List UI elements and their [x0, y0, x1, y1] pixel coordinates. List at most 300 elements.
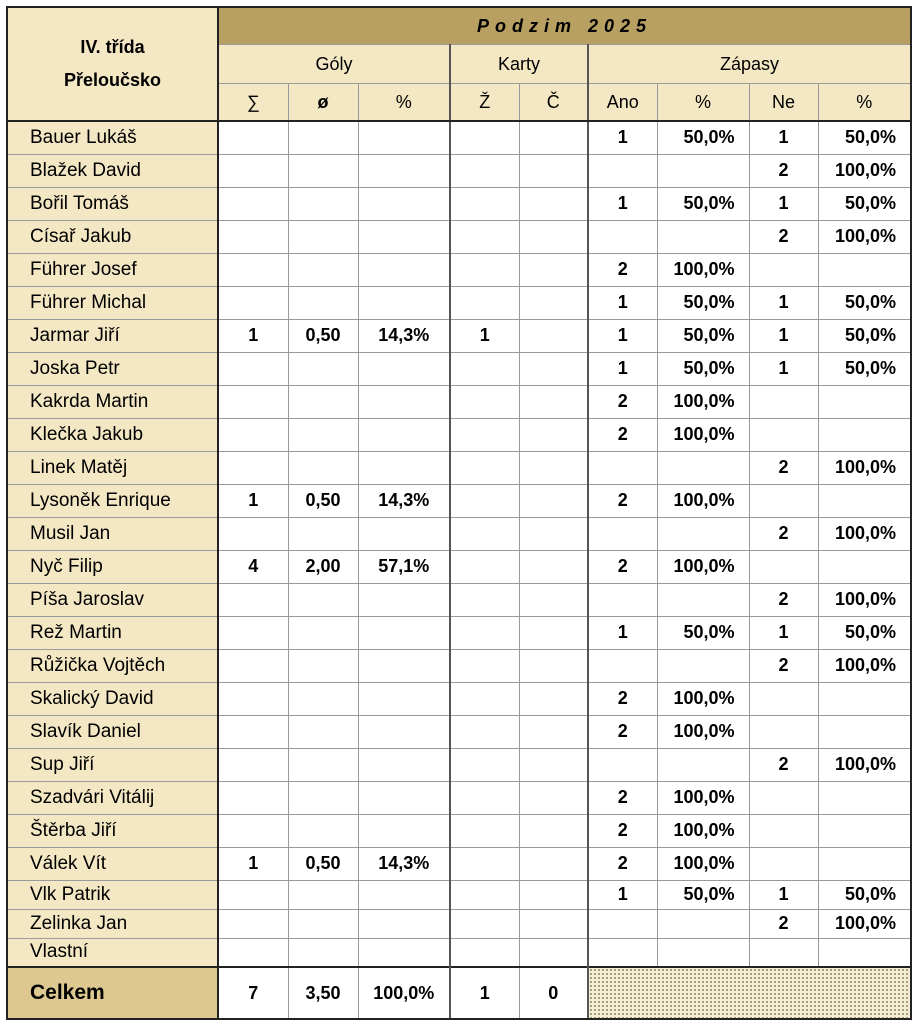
- table-row: [7, 187, 911, 220]
- player-yellow-cards: [450, 187, 519, 220]
- player-matches-no: [749, 938, 818, 967]
- player-rows: [7, 121, 911, 967]
- yellow-cards-header: Ž: [450, 84, 519, 122]
- player-matches-yes-pct: [657, 220, 749, 253]
- player-yellow-cards: [450, 418, 519, 451]
- player-matches-no-pct: 50,0%: [818, 616, 911, 649]
- player-goals: [218, 583, 288, 616]
- player-goals: [218, 715, 288, 748]
- player-goals: [218, 682, 288, 715]
- player-red-cards: [519, 154, 588, 187]
- player-goals-pct: [358, 781, 450, 814]
- goals-avg-header: ø: [288, 84, 358, 122]
- player-matches-yes: 1: [588, 880, 657, 909]
- player-red-cards: [519, 748, 588, 781]
- table-row: [7, 649, 911, 682]
- player-matches-no: 1: [749, 880, 818, 909]
- player-goals: [218, 880, 288, 909]
- player-matches-no-pct: 100,0%: [818, 583, 911, 616]
- player-stats-table: [6, 6, 912, 1020]
- player-goals-avg: [288, 938, 358, 967]
- player-goals-avg: [288, 418, 358, 451]
- player-goals: [218, 154, 288, 187]
- player-matches-yes: 2: [588, 253, 657, 286]
- player-yellow-cards: [450, 253, 519, 286]
- player-yellow-cards: [450, 715, 519, 748]
- player-name: Lysoněk Enrique: [7, 484, 218, 517]
- player-goals-pct: [358, 121, 450, 154]
- player-name: Musil Jan: [7, 517, 218, 550]
- player-matches-no: 2: [749, 154, 818, 187]
- player-matches-yes-pct: [657, 649, 749, 682]
- player-matches-yes: 2: [588, 814, 657, 847]
- player-name: Skalický David: [7, 682, 218, 715]
- player-matches-no-pct: [818, 938, 911, 967]
- player-yellow-cards: [450, 781, 519, 814]
- total-goals-avg: 3,50: [288, 967, 358, 1019]
- player-yellow-cards: [450, 484, 519, 517]
- player-matches-no-pct: [818, 550, 911, 583]
- player-matches-yes-pct: [657, 938, 749, 967]
- goals-group-header: Góly: [218, 45, 450, 84]
- player-red-cards: [519, 484, 588, 517]
- player-matches-no-pct: [818, 418, 911, 451]
- player-matches-no: 1: [749, 352, 818, 385]
- table-row: [7, 550, 911, 583]
- player-matches-yes-pct: 50,0%: [657, 187, 749, 220]
- table-row: [7, 909, 911, 938]
- player-goals-pct: [358, 880, 450, 909]
- player-matches-yes-pct: 100,0%: [657, 847, 749, 880]
- player-goals: 4: [218, 550, 288, 583]
- player-goals: [218, 781, 288, 814]
- player-matches-yes-pct: 100,0%: [657, 682, 749, 715]
- matches-yes-header: Ano: [588, 84, 657, 122]
- player-yellow-cards: [450, 451, 519, 484]
- player-matches-no-pct: 50,0%: [818, 187, 911, 220]
- player-matches-yes-pct: 100,0%: [657, 814, 749, 847]
- player-matches-yes-pct: [657, 748, 749, 781]
- player-matches-yes: [588, 649, 657, 682]
- table-row: [7, 319, 911, 352]
- player-goals-avg: [288, 682, 358, 715]
- player-goals-pct: [358, 616, 450, 649]
- player-goals-avg: [288, 286, 358, 319]
- player-red-cards: [519, 253, 588, 286]
- player-name: Císař Jakub: [7, 220, 218, 253]
- player-matches-yes: 2: [588, 715, 657, 748]
- player-yellow-cards: [450, 154, 519, 187]
- player-red-cards: [519, 352, 588, 385]
- player-matches-no-pct: 100,0%: [818, 451, 911, 484]
- table-row: [7, 352, 911, 385]
- player-goals-pct: [358, 220, 450, 253]
- player-matches-no: [749, 682, 818, 715]
- player-matches-no-pct: [818, 385, 911, 418]
- player-red-cards: [519, 220, 588, 253]
- player-matches-no-pct: [818, 715, 911, 748]
- player-goals-pct: [358, 649, 450, 682]
- player-matches-no: [749, 484, 818, 517]
- player-matches-no-pct: [818, 253, 911, 286]
- player-matches-no: [749, 781, 818, 814]
- table-row: [7, 847, 911, 880]
- player-matches-no: [749, 418, 818, 451]
- player-goals-avg: [288, 715, 358, 748]
- player-goals-avg: [288, 880, 358, 909]
- player-goals-avg: [288, 385, 358, 418]
- player-goals-pct: [358, 187, 450, 220]
- table-row: [7, 451, 911, 484]
- player-name: Blažek David: [7, 154, 218, 187]
- player-matches-no-pct: 100,0%: [818, 909, 911, 938]
- player-yellow-cards: [450, 880, 519, 909]
- table-row: [7, 715, 911, 748]
- player-goals-pct: [358, 451, 450, 484]
- player-yellow-cards: [450, 616, 519, 649]
- player-matches-no: [749, 253, 818, 286]
- total-goals: 7: [218, 967, 288, 1019]
- player-matches-yes: [588, 748, 657, 781]
- player-yellow-cards: [450, 385, 519, 418]
- player-goals-pct: 14,3%: [358, 847, 450, 880]
- player-matches-yes: 2: [588, 484, 657, 517]
- player-goals-avg: 0,50: [288, 319, 358, 352]
- player-matches-no-pct: 50,0%: [818, 880, 911, 909]
- matches-no-pct-header: %: [818, 84, 911, 122]
- player-yellow-cards: [450, 649, 519, 682]
- cards-group-header: Karty: [450, 45, 588, 84]
- player-matches-yes: [588, 154, 657, 187]
- player-matches-no: 1: [749, 286, 818, 319]
- player-matches-yes-pct: 50,0%: [657, 286, 749, 319]
- table-row: [7, 253, 911, 286]
- player-name: Bořil Tomáš: [7, 187, 218, 220]
- player-goals: [218, 286, 288, 319]
- player-red-cards: [519, 550, 588, 583]
- player-goals-pct: [358, 154, 450, 187]
- player-goals-avg: [288, 616, 358, 649]
- player-matches-yes: 1: [588, 319, 657, 352]
- player-matches-yes-pct: [657, 154, 749, 187]
- player-yellow-cards: [450, 352, 519, 385]
- player-goals-avg: [288, 781, 358, 814]
- red-cards-header: Č: [519, 84, 588, 122]
- player-matches-yes-pct: 100,0%: [657, 418, 749, 451]
- player-red-cards: [519, 319, 588, 352]
- table-row: [7, 220, 911, 253]
- player-goals-pct: [358, 814, 450, 847]
- player-matches-yes: 2: [588, 847, 657, 880]
- player-name: Rež Martin: [7, 616, 218, 649]
- player-matches-yes: [588, 583, 657, 616]
- player-matches-yes-pct: 100,0%: [657, 781, 749, 814]
- player-matches-yes: 1: [588, 352, 657, 385]
- player-goals: [218, 352, 288, 385]
- table-row: [7, 682, 911, 715]
- player-matches-yes-pct: 50,0%: [657, 319, 749, 352]
- table-row: [7, 121, 911, 154]
- player-goals: 1: [218, 484, 288, 517]
- player-red-cards: [519, 517, 588, 550]
- player-name: Szadvári Vitálij: [7, 781, 218, 814]
- player-goals-pct: 14,3%: [358, 319, 450, 352]
- player-yellow-cards: [450, 286, 519, 319]
- player-red-cards: [519, 286, 588, 319]
- goals-sum-header: ∑: [218, 84, 288, 122]
- player-goals-pct: 57,1%: [358, 550, 450, 583]
- table-row: [7, 583, 911, 616]
- matches-yes-pct-header: %: [657, 84, 749, 122]
- player-yellow-cards: [450, 517, 519, 550]
- total-goals-pct: 100,0%: [358, 967, 450, 1019]
- team-title-line2: Přeloučsko: [63, 70, 162, 90]
- player-name: Růžička Vojtěch: [7, 649, 218, 682]
- matches-group-header: Zápasy: [588, 45, 911, 84]
- player-goals-pct: [358, 352, 450, 385]
- player-goals-pct: [358, 253, 450, 286]
- player-red-cards: [519, 715, 588, 748]
- player-red-cards: [519, 121, 588, 154]
- table-row: [7, 418, 911, 451]
- player-matches-no: [749, 385, 818, 418]
- player-matches-no: 2: [749, 220, 818, 253]
- player-yellow-cards: 1: [450, 319, 519, 352]
- team-title-line1: IV. třída: [80, 37, 145, 57]
- goals-pct-header: %: [358, 84, 450, 122]
- player-goals-avg: [288, 649, 358, 682]
- player-yellow-cards: [450, 909, 519, 938]
- player-goals-pct: [358, 715, 450, 748]
- player-matches-yes: [588, 938, 657, 967]
- player-goals-avg: [288, 451, 358, 484]
- player-red-cards: [519, 781, 588, 814]
- player-red-cards: [519, 451, 588, 484]
- player-matches-yes: 2: [588, 385, 657, 418]
- table-row: [7, 517, 911, 550]
- player-matches-no: [749, 814, 818, 847]
- player-matches-yes-pct: 100,0%: [657, 253, 749, 286]
- table-row: [7, 385, 911, 418]
- player-matches-no: 1: [749, 187, 818, 220]
- player-goals-pct: [358, 938, 450, 967]
- player-goals-pct: [358, 517, 450, 550]
- player-goals-pct: [358, 418, 450, 451]
- player-name: Linek Matěj: [7, 451, 218, 484]
- player-matches-yes: 2: [588, 781, 657, 814]
- player-matches-yes-pct: [657, 451, 749, 484]
- player-goals-avg: [288, 352, 358, 385]
- player-matches-no: [749, 847, 818, 880]
- player-matches-no: 2: [749, 649, 818, 682]
- player-goals-avg: 0,50: [288, 847, 358, 880]
- player-matches-yes-pct: 100,0%: [657, 550, 749, 583]
- player-red-cards: [519, 187, 588, 220]
- player-yellow-cards: [450, 583, 519, 616]
- player-matches-no: 2: [749, 583, 818, 616]
- player-goals-avg: 2,00: [288, 550, 358, 583]
- player-goals-pct: [358, 385, 450, 418]
- total-red-cards: 0: [519, 967, 588, 1019]
- player-name: Vlk Patrik: [7, 880, 218, 909]
- player-matches-yes-pct: [657, 517, 749, 550]
- player-yellow-cards: [450, 121, 519, 154]
- table-row: [7, 814, 911, 847]
- player-matches-no-pct: 50,0%: [818, 286, 911, 319]
- player-yellow-cards: [450, 847, 519, 880]
- player-goals: [218, 814, 288, 847]
- player-red-cards: [519, 649, 588, 682]
- player-matches-no-pct: 100,0%: [818, 748, 911, 781]
- player-matches-yes: 2: [588, 550, 657, 583]
- player-name: Führer Michal: [7, 286, 218, 319]
- player-goals-pct: [358, 909, 450, 938]
- player-goals: [218, 451, 288, 484]
- player-matches-no-pct: [818, 682, 911, 715]
- player-matches-yes-pct: 100,0%: [657, 715, 749, 748]
- player-matches-no: 1: [749, 319, 818, 352]
- player-matches-yes: 1: [588, 616, 657, 649]
- table-row: [7, 154, 911, 187]
- player-matches-no: 2: [749, 517, 818, 550]
- player-goals-pct: [358, 748, 450, 781]
- player-matches-yes-pct: 50,0%: [657, 352, 749, 385]
- table-row: [7, 286, 911, 319]
- player-matches-yes-pct: 50,0%: [657, 616, 749, 649]
- player-matches-yes: 1: [588, 187, 657, 220]
- player-matches-yes-pct: [657, 909, 749, 938]
- player-goals: [218, 517, 288, 550]
- player-goals-pct: [358, 583, 450, 616]
- player-matches-no: [749, 715, 818, 748]
- player-red-cards: [519, 938, 588, 967]
- player-matches-yes: [588, 451, 657, 484]
- player-red-cards: [519, 909, 588, 938]
- table-row: [7, 484, 911, 517]
- matches-no-header: Ne: [749, 84, 818, 122]
- player-yellow-cards: [450, 550, 519, 583]
- player-goals-avg: [288, 517, 358, 550]
- player-matches-yes: 1: [588, 286, 657, 319]
- player-goals-avg: [288, 583, 358, 616]
- total-yellow-cards: 1: [450, 967, 519, 1019]
- player-name: Štěrba Jiří: [7, 814, 218, 847]
- player-name: Slavík Daniel: [7, 715, 218, 748]
- player-matches-yes-pct: 50,0%: [657, 121, 749, 154]
- player-name: Sup Jiří: [7, 748, 218, 781]
- player-matches-no-pct: [818, 781, 911, 814]
- player-matches-no-pct: 100,0%: [818, 517, 911, 550]
- player-yellow-cards: [450, 220, 519, 253]
- player-matches-no-pct: 50,0%: [818, 121, 911, 154]
- player-red-cards: [519, 616, 588, 649]
- player-name: Klečka Jakub: [7, 418, 218, 451]
- player-goals-avg: [288, 748, 358, 781]
- player-matches-yes: [588, 517, 657, 550]
- table-row: [7, 748, 911, 781]
- total-matches-filler: [588, 967, 911, 1019]
- player-goals: [218, 220, 288, 253]
- player-name: Vlastní: [7, 938, 218, 967]
- player-goals: [218, 748, 288, 781]
- player-name: Bauer Lukáš: [7, 121, 218, 154]
- player-matches-no-pct: [818, 484, 911, 517]
- player-goals: [218, 649, 288, 682]
- player-matches-yes-pct: [657, 583, 749, 616]
- player-matches-no-pct: 100,0%: [818, 220, 911, 253]
- player-matches-no-pct: [818, 814, 911, 847]
- player-goals: [218, 187, 288, 220]
- player-matches-yes-pct: 100,0%: [657, 385, 749, 418]
- player-matches-yes: [588, 909, 657, 938]
- player-matches-no: 2: [749, 909, 818, 938]
- total-label: Celkem: [7, 967, 218, 1019]
- player-matches-yes: 2: [588, 682, 657, 715]
- player-name: Zelinka Jan: [7, 909, 218, 938]
- player-matches-yes: [588, 220, 657, 253]
- player-matches-no-pct: 100,0%: [818, 649, 911, 682]
- player-matches-yes: 1: [588, 121, 657, 154]
- table-row: [7, 781, 911, 814]
- player-goals: [218, 909, 288, 938]
- player-yellow-cards: [450, 682, 519, 715]
- player-matches-no: 2: [749, 451, 818, 484]
- player-red-cards: [519, 847, 588, 880]
- player-name: Kakrda Martin: [7, 385, 218, 418]
- player-matches-no: [749, 550, 818, 583]
- player-matches-no: 1: [749, 616, 818, 649]
- player-yellow-cards: [450, 938, 519, 967]
- player-name: Joska Petr: [7, 352, 218, 385]
- player-goals: [218, 938, 288, 967]
- total-row: [7, 967, 911, 1019]
- player-goals: [218, 616, 288, 649]
- player-matches-no-pct: 50,0%: [818, 352, 911, 385]
- player-red-cards: [519, 814, 588, 847]
- player-matches-yes-pct: 100,0%: [657, 484, 749, 517]
- table-row: [7, 938, 911, 967]
- table-row: [7, 880, 911, 909]
- player-matches-no-pct: 50,0%: [818, 319, 911, 352]
- player-goals-avg: [288, 220, 358, 253]
- player-goals: 1: [218, 319, 288, 352]
- player-goals-avg: [288, 187, 358, 220]
- player-name: Jarmar Jiří: [7, 319, 218, 352]
- player-matches-yes: 2: [588, 418, 657, 451]
- player-goals-avg: [288, 814, 358, 847]
- player-matches-no: 2: [749, 748, 818, 781]
- player-red-cards: [519, 385, 588, 418]
- player-matches-no-pct: [818, 847, 911, 880]
- player-red-cards: [519, 682, 588, 715]
- player-name: Píša Jaroslav: [7, 583, 218, 616]
- player-name: Válek Vít: [7, 847, 218, 880]
- player-matches-no-pct: 100,0%: [818, 154, 911, 187]
- player-red-cards: [519, 880, 588, 909]
- player-goals: [218, 385, 288, 418]
- player-goals: 1: [218, 847, 288, 880]
- player-name: Nyč Filip: [7, 550, 218, 583]
- player-goals-avg: [288, 154, 358, 187]
- team-title: [7, 7, 218, 121]
- player-name: Führer Josef: [7, 253, 218, 286]
- player-matches-no: 1: [749, 121, 818, 154]
- player-goals: [218, 253, 288, 286]
- player-goals: [218, 121, 288, 154]
- player-goals: [218, 418, 288, 451]
- player-goals-avg: 0,50: [288, 484, 358, 517]
- player-red-cards: [519, 583, 588, 616]
